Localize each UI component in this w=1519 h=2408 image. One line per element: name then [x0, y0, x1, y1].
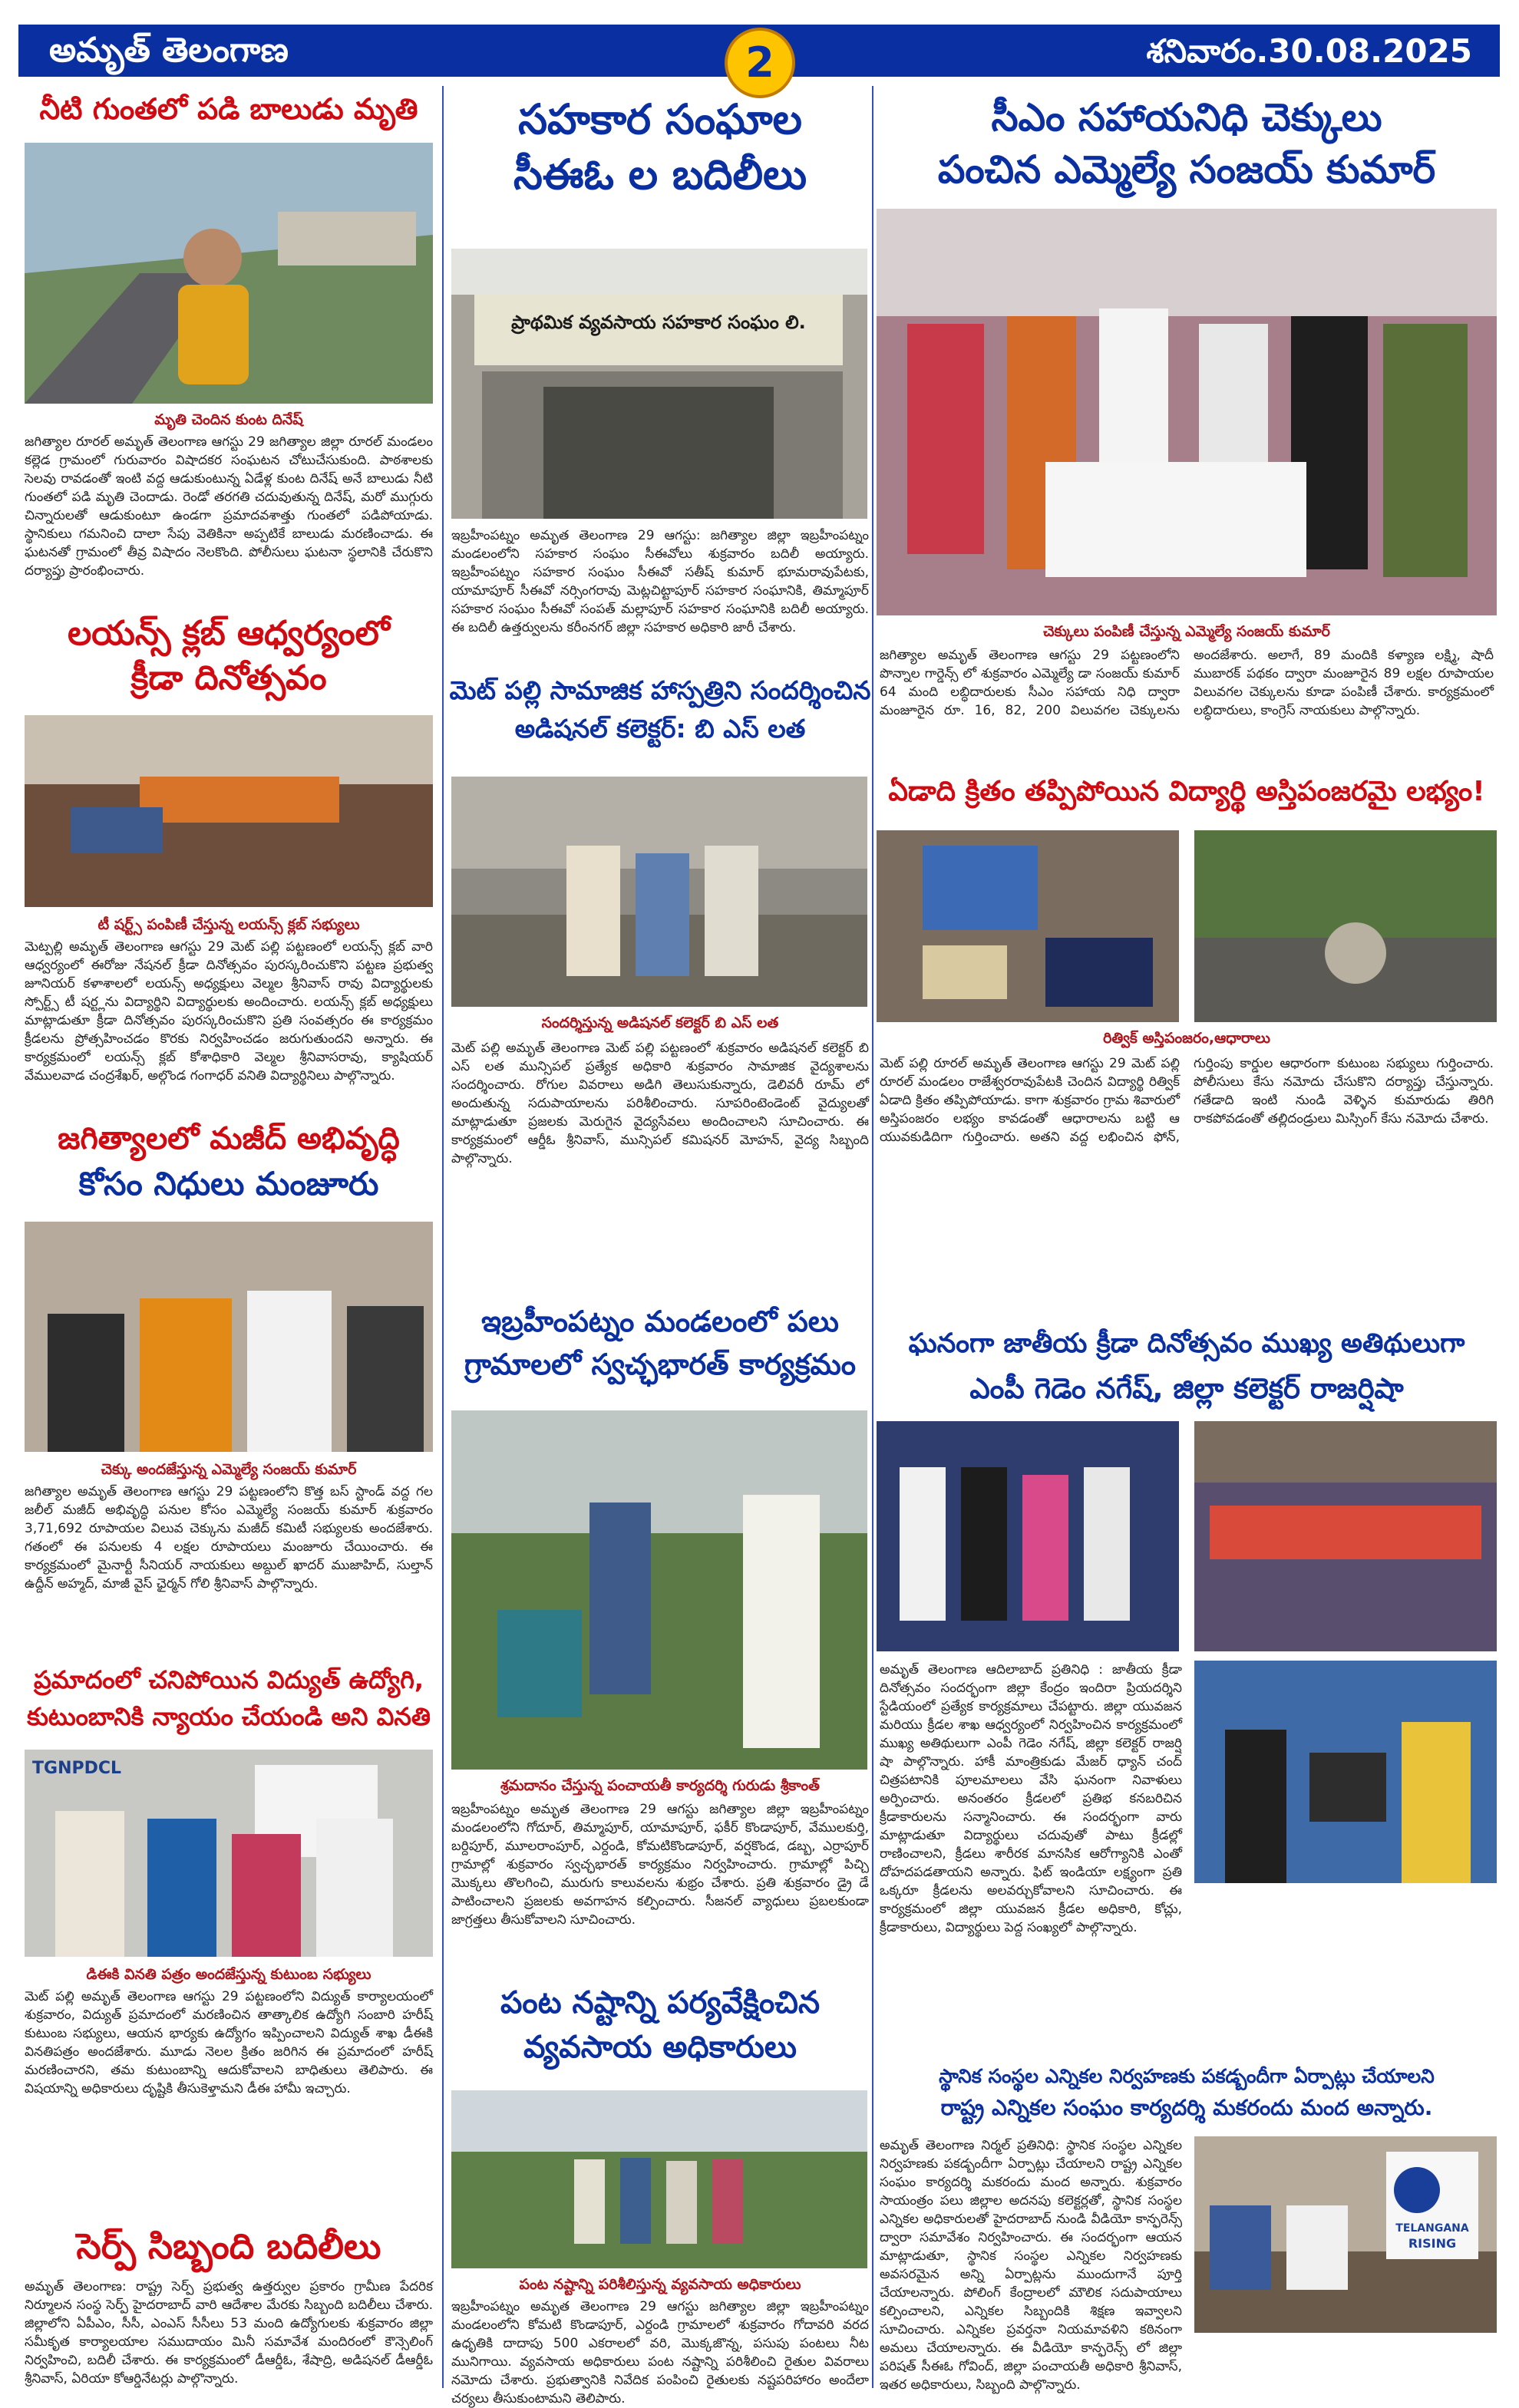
article-body: అమృత్ తెలంగాణ: రాష్ట్ర సెర్ప్ ప్రభుత్వ ఉత్తర్వుల ప్రకారం గ్రామీణ పేదరిక నిర్మూలన సంస్థ సెర్ప్ హైదరాబాద్ వారి ఆదేశాల మేరకు సిబ్బంది బదిలీలు చేశారు. జిల్లాలోని ఏపీఎం, సీసీ, ఎంఎస్ సీసీలు 53 మంది ఉద్యోగులకు శుక్రవారం జిల్లా సమీకృత కార్యాలయాల సముదాయం మినీ సమావేశ మందిరంలో కౌన్సెలింగ్ నిర్వహించి, బదిలీ చేశారు. ఈ కార్యక్రమంలో డీఆర్డీఓ, శేషాద్రి, అడిషనల్ డీఆర్డీఓ శ్రీనివాస్, ఏరియా కోఆర్డినేటర్లు పాల్గొన్నారు. [25, 2279, 433, 2387]
headline-line: పంట నష్టాన్ని పర్యవేక్షించిన [500, 1985, 821, 2020]
headline-line: స్థానిక సంస్థల ఎన్నికల నిర్వహణకు పకడ్బందీగా ఏర్పాట్లు చేయాలని [939, 2065, 1435, 2087]
article-body: మెట్పల్లి అమృత్ తెలంగాణ ఆగస్టు 29 మెట్ పల్లి పట్టణంలో లయన్స్ క్లబ్ వారి ఆధ్వర్యంలో ఈరోజు నేషనల్ క్రీడా దినోత్సవం పురస్కరించుకొని పట్టణ ప్రభుత్వ జూనియర్ కళాశాలలో లయన్స్ అధ్యక్షులు వెల్మల శ్రీనివాస్ రావు విద్యార్థులకు స్పోర్ట్స్ టీ షర్ట్లను విద్యార్థిని విద్యార్థులకు అందించారు. లయన్స్ క్లబ్ అధ్యక్షులు మాట్లాడుతూ క్రీడా దినోత్సవం పురస్కరించుకొని ప్రతి సంవత్సరం ఈ కార్యక్రమం క్రీడలను ప్రోత్సహించడం కొరకు నిర్వహించడం జరుగుతుందని అన్నారు. ఈ కార్యక్రమంలో లయన్స్ క్లబ్ కోశాధికారి వెల్మల శ్రీనివాసరావు, క్యాషియర్ వేములవాడ చంద్రశేఖర్, అల్గొండ గంగాధర్ వనితి విద్యార్థినిలు పాల్గొన్నారు. [25, 939, 433, 1084]
photo-coop-office [451, 249, 867, 519]
article-serp-transfers [18, 2227, 439, 2402]
photo-hospital-visit [451, 777, 867, 1007]
photo-sports-crowd [1194, 1421, 1497, 1651]
headline-line: ఇబ్రహీంపట్నం మండలంలో పలు [481, 1305, 839, 1338]
article-body: మెట్ పల్లి రూరల్ అమృత్ తెలంగాణ ఆగస్టు 29 మెట్ పల్లి రూరల్ మండలం రాజేశ్వరరావుపేటకి చెందిన విద్యార్థి రిత్విక్ ఏడాది క్రితం తప్పిపోయాడు. కాగా శుక్రవారం గ్రామ శివారులో అస్తిపంజరం లభ్యం కావడంతో ఆధారాలను బట్టి ఆ యువకుడిదిగా గుర్తించారు. అతని వద్ద లభించిన ఫోన్, గుర్తింపు కార్డుల ఆధారంగా కుటుంబ సభ్యులు గుర్తించారు. పోలీసులు కేసు నమోదు చేసుకొని దర్యాప్తు చేస్తున్నారు. గతేడాది ఇంటి నుండి వెళ్ళిన కుమారుడు తిరిగి రాకపోవడంతో తల్లిదండ్రులు మిస్సింగ్ కేసు నమోదు చేశారు. [880, 1056, 1494, 1145]
photo-cleanup-drive [451, 1410, 867, 1770]
headline: ఏడాది క్రితం తప్పిపోయిన విద్యార్థి అస్తిపంజరమై లభ్యం! [888, 776, 1485, 807]
headline-line: జగిత్యాలలో మజీద్ అభివృద్ధి [58, 1121, 400, 1156]
photo-crop-inspection [451, 2090, 867, 2268]
article-crop-damage [445, 1985, 875, 2406]
headline-line: సీఎం సహాయనిధి చెక్కులు [991, 95, 1382, 140]
photo-office-label: TGNPDCL [32, 1759, 122, 1778]
banner-text: RISING [1408, 2236, 1457, 2251]
article-body: అమృత్ తెలంగాణ నిర్మల్ ప్రతినిధి: స్థానిక సంస్థల ఎన్నికల నిర్వహణకు పకడ్బందీగా ఏర్పాట్లు చేయాలని రాష్ట్ర ఎన్నికల సంఘం కార్యదర్శి మకరందు మంద అన్నారు. శుక్రవారం సాయంత్రం పలు జిల్లాల అదనపు కలెక్టర్లతో, స్థానిక సంస్థల ఎన్నికల అధికారులతో హైదరాబాద్ నుండి వీడియో కాన్ఫరెన్స్ ద్వారా సమావేశం నిర్వహించారు. ఈ సందర్భంగా ఆయన మాట్లాడుతూ, స్థానిక సంస్థల ఎన్నికల నిర్వహణకు అవసరమైన అన్ని ఏర్పాట్లను ముందుగానే పూర్తి చేయాలన్నారు. పోలింగ్ కేంద్రాలలో మౌలిక సదుపాయాలు కల్పించాలని, ఎన్నికల సిబ్బందికి శిక్షణ ఇవ్వాలని సూచించారు. ఎన్నికల ప్రవర్తనా నియమావళిని కఠినంగా అమలు చేయాలన్నారు. ఈ వీడియో కాన్ఫరెన్స్ లో జిల్లా పరిషత్ సీఈఓ గోవింద్, జిల్లా పంచాయతీ అధికారి శ్రీనివాస్, ఇతర అధికారులు, సిబ్బంది పాల్గొన్నారు. [880, 2138, 1182, 2393]
article-body: జగిత్యాల అమృత్ తెలంగాణ ఆగస్టు 29 పట్టణంలోని కొత్త బస్ స్టాండ్ వద్ద గల జలీల్ మజీద్ అభివృద్ధి పనుల కోసం ఎమ్మెల్యే సంజయ్ కుమార్ శుక్రవారం 3,71,692 రూపాయల విలువ చెక్కును మజీద్ కమిటీ సభ్యులకు అందజేశారు. గతంలో ఈ పనులకు 4 లక్షల రూపాయలు మంజూరు చేయించారు. ఈ కార్యక్రమంలో మైనార్టీ సీనియర్ నాయకులు అబ్దుల్ ఖాదర్ ముజాహిద్, సుల్తాన్ ఉద్దీన్ అహ్మద్, మాజీ వైస్ ఛైర్మన్ గోలి శ్రీనివాస్ పాల్గొన్నారు. [25, 1484, 433, 1592]
headline-line: క్రీడా దినోత్సవం [130, 658, 327, 698]
issue-date: శనివారం.30.08.2025 [1146, 32, 1472, 70]
article-cm-relief-fund [873, 86, 1500, 746]
banner-text: TELANGANA [1395, 2222, 1469, 2235]
article-additional-collector [445, 677, 875, 1268]
headline-line: ఘనంగా జాతీయ క్రీడా దినోత్సవం ముఖ్య అతిథులుగా [908, 1328, 1465, 1359]
headline-line: అడిషనల్ కలెక్టర్: బి ఎస్ లత [514, 714, 806, 744]
headline-line: కుటుంబానికి న్యాయం చేయండి అని వినతి [27, 1702, 431, 1731]
headline-line: కోసం నిధులు మంజూరు [78, 1165, 379, 1202]
photo-evidence-items [877, 830, 1179, 1022]
photo-lions-club [25, 715, 433, 907]
coop-sign-text: ప్రాథమిక వ్యవసాయ సహకార సంఘం లి. [511, 312, 806, 333]
article-body: ఇబ్రహీంపట్నం అమృత తెలంగాణ 29 ఆగస్టు: జగిత్యాల జిల్లా ఇబ్రహీంపట్నం మండలంలోని సహకార సంఘం సీఈవోలు శుక్రవారం బదిలీ అయ్యారు. ఇబ్రహీంపట్నం సహకార సంఘం సీఈవో సతీష్ కుమార్ భూమరావుపేటకు, యామాపూర్ సీఈవో నర్సింగరావు మెట్లచిట్టాపూర్ సహకార సంఘానికి, తిమ్మాపూర్ సహకార సంఘం సీఈవో సంపత్ మల్లాపూర్ సహకార సంఘానికి బదిలీ అయ్యారు. ఈ బదిలీ ఉత్తర్వులను కరీంనగర్ జిల్లా సహకార అధికారి జారీ చేశారు. [451, 528, 869, 635]
photo-caption: మృతి చెందిన కుంట దినేష్ [154, 411, 303, 428]
headline-line: రాష్ట్ర ఎన్నికల సంఘం కార్యదర్శి మకరందు మంద అన్నారు. [940, 2095, 1433, 2120]
photo-sports-stage [877, 1421, 1179, 1651]
headline-line: వ్యవసాయ అధికారులు [523, 2030, 797, 2065]
photo-caption: టీ షర్ట్స్ పంపిణీ చేస్తున్న లయన్స్ క్లబ్ సభ్యులు [97, 916, 360, 933]
headline-line: ప్రమాదంలో చనిపోయిన విద్యుత్ ఉద్యోగి, [33, 1665, 424, 1694]
photo-caption: డిఈకి వినతి పత్రం అందజేస్తున్న కుటుంబ సభ్యులు [86, 1966, 371, 1983]
photo-cheque-distribution [877, 209, 1497, 615]
article-body: మెట్ పల్లి అమృత్ తెలంగాణ మెట్ పల్లి పట్టణంలో శుక్రవారం అడిషనల్ కలెక్టర్ బి ఎస్ లత మున్సిపల్ ప్రత్యేక అధికారి శుక్రవారం సామాజిక వైద్యశాలను సందర్శించారు. రోగుల వివరాలు అడిగి తెలుసుకున్నారు, డెలివరీ రూమ్ లో అందుతున్న సదుపాయాలను పరిశీలించారు. సూపరింటెండెంట్ వైద్యులతో మాట్లాడుతూ ప్రజలకు మెరుగైన వైద్యసేవలు అందించాలని సూచించారు. ఈ కార్యక్రమంలో ఆర్డీఓ శ్రీనివాస్, మున్సిపల్ కమిషనర్ మోహన్, వైద్య సిబ్బంది పాల్గొన్నారు. [451, 1041, 869, 1166]
photo-caption: పంట నష్టాన్ని పరిశీలిస్తున్న వ్యవసాయ అధికారులు [519, 2276, 801, 2293]
photo-video-conference [1194, 2136, 1497, 2333]
headline-line: గ్రామాలలో స్వచ్ఛభారత్ కార్యక్రమం [464, 1347, 857, 1381]
photo-felicitation [1194, 1661, 1497, 1883]
article-body: ఇబ్రహీంపట్నం అమృత తెలంగాణ 29 ఆగస్టు జగిత్యాల జిల్లా ఇబ్రహీంపట్నం మండలంలోని కోమటి కొండాపూర్, ఎర్దండి గ్రామాలలో శుక్రవారం గోదావరి వరద ఉధృతికి దాదాపు 500 ఎకరాలలో వరి, మొక్కజొన్న, పసుపు పంటలు నీట మునిగాయి. వ్యవసాయ అధికారులు పంట నష్టాన్ని పరిశీలించి రైతుల వివరాలు నమోదు చేశారు. ప్రభుత్వానికి నివేదిక పంపించి రైతులకు నష్టపరిహారం అందేలా చర్యలు తీసుకుంటామని తెలిపారు. [451, 2299, 869, 2406]
article-body: ఇబ్రహీంపట్నం అమృత తెలంగాణ 29 ఆగస్టు జగిత్యాల జిల్లా ఇబ్రహీంపట్నం మండలంలోని గోదూర్, తిమ్మాపూర్, యామాపూర్, ఫకీర్ కొండాపూర్, వేములకుర్తి, బర్దిపూర్, మూలరాంపూర్, ఎర్దండి, కోమటికొండాపూర్, వర్షకొండ, డబ్బ, ఎర్రాపూర్ గ్రామాల్లో శుక్రవారం స్వచ్ఛభారత్ కార్యక్రమం నిర్వహించారు. గ్రామాల్లో పిచ్చి మొక్కలు తొలగించి, మురుగు కాలువలను శుభ్రం చేశారు. ప్రతి శుక్రవారం డ్రై డే పాటించాలని ప్రజలకు అవగాహన కల్పించారు. సీజనల్ వ్యాధులు ప్రబలకుండా జాగ్రత్తలు తీసుకోవాలని సూచించారు. [451, 1802, 869, 1928]
article-coop-transfers [445, 86, 875, 638]
photo-caption: చెక్కు అందజేస్తున్న ఎమ్మెల్యే సంజయ్ కుమార్ [101, 1461, 357, 1478]
article-electric-employee [18, 1667, 439, 2189]
photo-caption: శ్రమదానం చేస్తున్న పంచాయతీ కార్యదర్శి గురుడు శ్రీకాంత్ [500, 1777, 820, 1794]
headline-line: మెట్ పల్లి సామాజిక హాస్పత్రిని సందర్శించిన [449, 675, 871, 705]
article-body: అమృత్ తెలంగాణ ఆదిలాబాద్ ప్రతినిధి : జాతీయ క్రీడా దినోత్సవం సందర్భంగా జిల్లా కేంద్రం ఇందిరా ప్రియదర్శిని స్టేడియంలో ప్రత్యేక కార్యక్రమాలు చేపట్టారు. జిల్లా యువజన మరియు క్రీడల శాఖ ఆధ్వర్యంలో నిర్వహించిన కార్యక్రమంలో ముఖ్య అతిథులుగా ఎంపీ గెడెం నగేష్, జిల్లా కలెక్టర్ రాజర్షి షా పాల్గొన్నారు. హాకీ మాంత్రికుడు మేజర్ ధ్యాన్ చంద్ చిత్రపటానికి పూలమాలలు వేసి ఘనంగా నివాళులు అర్పించారు. అనంతరం క్రీడలలో ప్రతిభ కనబరిచిన క్రీడాకారులను సన్మానించారు. ఈ సందర్భంగా వారు మాట్లాడుతూ విద్యార్థులు చదువుతో పాటు క్రీడల్లో రాణించాలని, క్రీడలు శారీరక మానసిక ఆరోగ్యానికి ఎంతో దోహదపడతాయని అన్నారు. ఫిట్ ఇండియా లక్ష్యంగా ప్రతి ఒక్కరూ క్రీడలను అలవర్చుకోవాలని సూచించారు. ఈ కార్యక్రమంలో జిల్లా యువజన క్రీడల అధికారి, కోచ్లు, క్రీడాకారులు, విద్యార్థులు పెద్ద సంఖ్యలో పాల్గొన్నారు. [880, 1662, 1182, 1935]
photo-caption: సందర్శిస్తున్న అడిషనల్ కలెక్టర్ బి ఎస్ లత [541, 1014, 779, 1031]
article-missing-student [873, 777, 1500, 1314]
headline-line: లయన్స్ క్లబ్ ఆధ్వర్యంలో [68, 614, 390, 653]
headline: నీటి గుంతలో పడి బాలుడు మృతి [39, 92, 418, 126]
headline-line: పంచిన ఎమ్మెల్యే సంజయ్ కుమార్ [937, 147, 1436, 192]
photo-mosque-cheque [25, 1222, 433, 1452]
photo-petition [25, 1750, 433, 1957]
headline-line: ఎంపీ గెడెం నగేష్, జిల్లా కలెక్టర్ రాజర్షిషా [969, 1372, 1404, 1405]
article-body: జగిత్యాల రూరల్ అమృత్ తెలంగాణ ఆగస్టు 29 జగిత్యాల జిల్లా రూరల్ మండలం కల్లెడ గ్రామంలో గురువారం విషాదకర సంఘటన చోటుచేసుకుంది. పాఠశాలకు సెలవు రావడంతో ఇంటి వద్ద ఆడుకుంటున్న ఏడేళ్ల కుంట దినేష్ అనే బాలుడు నీటి గుంతలో పడి మృతి చెందాడు. రెండో తరగతి చదువుతున్న దినేష్, మరో ముగ్గురు చిన్నారులతో ఆడుకుంటూ ఉండగా ప్రమాదవశాత్తు గుంతలో పడిపోయాడు. స్థానికులు గమనించి దాలా సేపు వెతికినా అప్పటికే బాలుడు మరణించాడు. ఈ ఘటనతో గ్రామంలో తీవ్ర విషాదం నెలకొంది. పోలీసులు ఘటనా స్థలానికి చేరుకొని దర్యాప్తు ప్రారంభించారు. [25, 434, 433, 579]
photo-boy [25, 143, 433, 404]
paper-name: అమృత్ తెలంగాణ [49, 31, 289, 70]
photo-skeleton-site [1194, 830, 1497, 1022]
article-body: జగిత్యాల అమృత్ తెలంగాణ ఆగస్టు 29 పట్టణంలోని పొన్నాల గార్డెన్స్ లో శుక్రవారం ఎమ్మెల్యే డా సంజయ్ కుమార్ 64 మంది లబ్ధిదారులకు సీఎం సహాయ నిధి ద్వారా మంజూరైన రూ. 16, 82, 200 విలువగల చెక్కులను అందజేశారు. అలాగే, 89 మందికి కళ్యాణ లక్ష్మి, షాదీ ముబారక్ పథకం ద్వారా మంజూరైన 89 లక్షల రూపాయల విలువగల చెక్కులను కూడా పంపిణీ చేశారు. కార్యక్రమంలో లబ్ధిదారులు, కాంగ్రెస్ నాయకులు పాల్గొన్నారు. [880, 648, 1494, 718]
column-divider [442, 86, 444, 2388]
article-sports-day [873, 1329, 1500, 2050]
photo-caption: చెక్కులు పంపిణీ చేస్తున్న ఎమ్మెల్యే సంజయ్ కుమార్ [1043, 623, 1330, 640]
article-mosque-funds [18, 1122, 439, 1628]
headline-line: సహకార సంఘాల [518, 95, 802, 143]
article-boy-drowned [18, 86, 439, 579]
article-local-elections [873, 2066, 1500, 2403]
headline: సెర్ప్ సిబ్బంది బదిలీలు [76, 2225, 381, 2267]
photo-caption: రిత్విక్ అస్తిపంజరం,ఆధారాలు [1103, 1030, 1270, 1047]
article-body: మెట్ పల్లి అమృత్ తెలంగాణ ఆగస్టు 29 పట్టణంలోని విద్యుత్ కార్యాలయంలో శుక్రవారం, విద్యుత్ ప్రమాదంలో మరణించిన తాత్కాలిక ఉద్యోగి సంబారి హరీష్ కుటుంబ సభ్యులు, ఆయన భార్యకు ఉద్యోగం ఇప్పించాలని విద్యుత్ శాఖ డీఈకి వినతిపత్రం అందజేశారు. మూడు నెలల క్రితం జరిగిన ఈ ప్రమాదంలో హరీష్ మరణించారని, తమ కుటుంబాన్ని ఆదుకోవాలని బాధితులు తెలిపారు. ఈ విషయాన్ని అధికారులు దృష్టికి తీసుకెళ్తామని డీఈ హామీ ఇచ్చారు. [25, 1989, 433, 2096]
article-swachh-bharat [445, 1306, 875, 1951]
headline-line: సీఈఓ ల బదిలీలు [513, 150, 807, 199]
page-number-badge: 2 [725, 28, 795, 98]
article-lions-club [18, 615, 439, 1091]
